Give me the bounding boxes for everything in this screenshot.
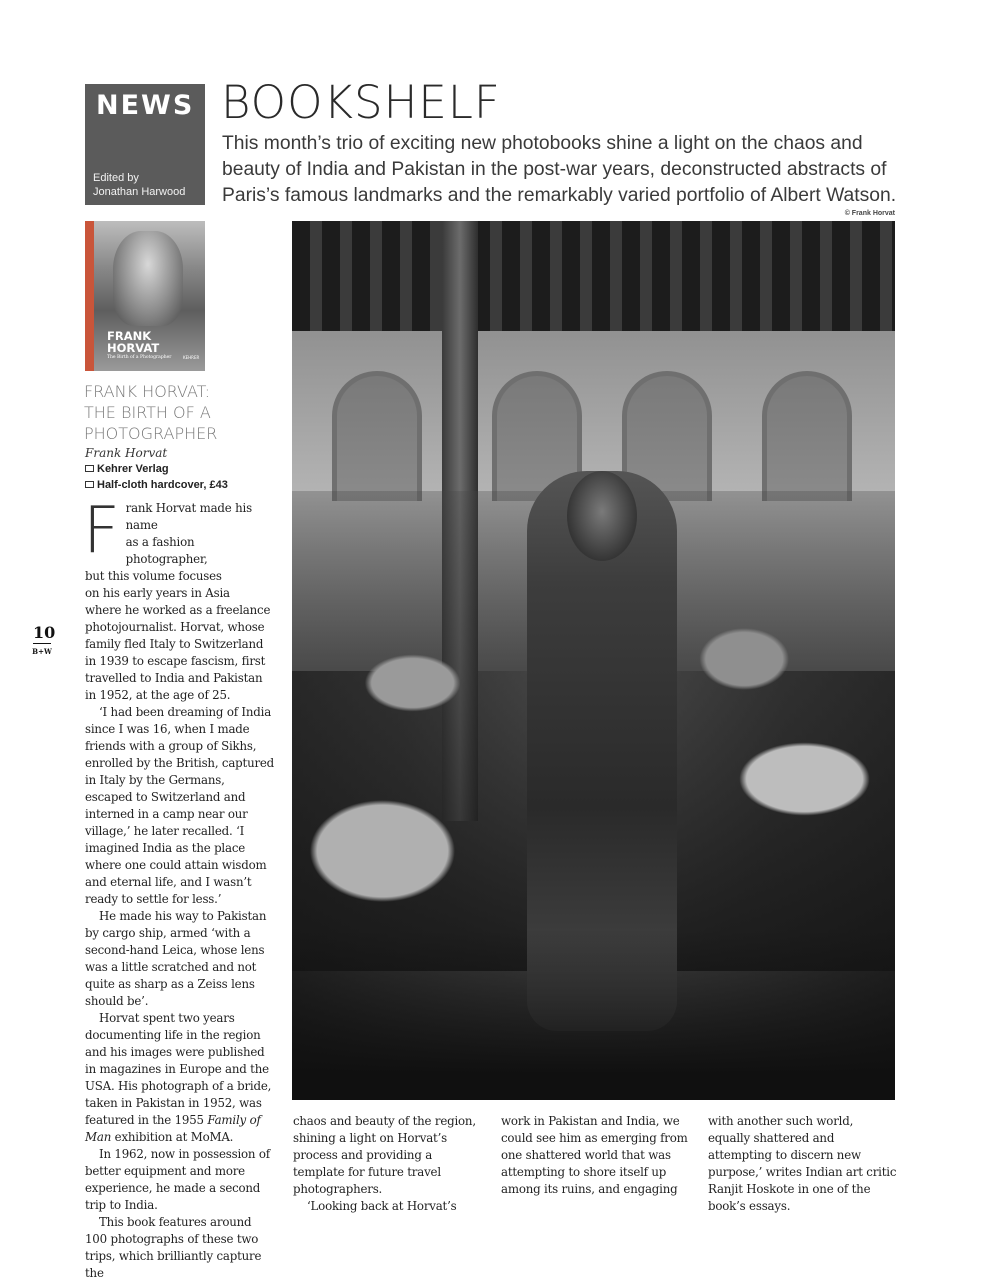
text-run: where he worked as a freelance photojournalist. Horvat, whose family fled Italy to Switzerland in 1939 to escape fascism, first travelled to India and Pakistan in 1952, at the age of 25. [85, 603, 271, 702]
photo-boy-head [567, 471, 637, 561]
edited-by-label: Edited by [93, 172, 139, 184]
cover-title-line: HORVAT [107, 341, 160, 355]
text-run: exhibition at MoMA. [111, 1130, 234, 1144]
editor-name: Jonathan Harwood [93, 186, 186, 198]
book-publisher [85, 463, 169, 475]
cover-subtitle: The Birth of a Photographer [107, 355, 172, 360]
bullet-icon [85, 481, 94, 488]
page-title: BOOKSHELF [221, 76, 501, 129]
paragraph [85, 1010, 275, 1146]
photo-arch [332, 371, 422, 501]
magazine-name: B+W [32, 647, 52, 656]
editor-credit [93, 171, 185, 199]
cover-portrait [113, 231, 183, 326]
book-author: Frank Horvat [85, 446, 168, 460]
feature-photograph [292, 221, 895, 1100]
text-run: Horvat spent two years documenting life in the region and his images were published in magazines in Europe and the USA. His photograph of a bride, taken in Pakistan in 1952, was featured in the 1955 [85, 1011, 272, 1127]
book-title-line: PHOTOGRAPHER [84, 424, 218, 443]
drop-cap: F [83, 494, 120, 568]
paragraph: work in Pakistan and India, we could see him as emerging from one shattered world that was attempting to shore itself up among its ruins, and engaging [501, 1114, 688, 1196]
paragraph: He made his way to Pakistan by cargo ship, armed ‘with a second-hand Leica, whose lens was a little scratched and not quite as sharp as a Zeiss lens should be’. [85, 909, 267, 1008]
text-line: but this volume focuses [85, 569, 222, 583]
body-column-2 [293, 1113, 483, 1215]
cover-publisher: KEHRER [183, 355, 200, 360]
paragraph: In 1962, now in possession of better equipment and more experience, he made a second trip to India. [85, 1147, 270, 1212]
text-line: on his early years in Asia [85, 586, 230, 600]
folio-divider [33, 643, 51, 644]
paragraph: ‘Looking back at Horvat’s [307, 1199, 457, 1213]
body-column-4 [708, 1113, 898, 1215]
book-format [85, 479, 228, 491]
section-badge [85, 84, 205, 205]
paragraph: with another such world, equally shattered and attempting to discern new purpose,’ writes Indian art critic Ranjit Hoskote in one of the book’s essays. [708, 1114, 897, 1213]
body-column-1 [83, 494, 275, 1280]
page-number: 10 [33, 623, 56, 642]
book-title-line: FRANK HORVAT: [84, 382, 211, 401]
cover-title [107, 330, 159, 354]
body-column-3 [501, 1113, 691, 1198]
photo-credit: © Frank Horvat [844, 210, 895, 217]
photo-ceiling [292, 221, 895, 331]
paragraph: This book features around 100 photographs of these two trips, which brilliantly capture the [85, 1215, 262, 1280]
standfirst: This month’s trio of exciting new photobooks shine a light on the chaos and beauty of India and Pakistan in the post-war years, deconstructed abstracts of Paris’s famous landmarks and the remarkably varied portfolio of Albert Watson. [222, 133, 897, 206]
book-title [84, 381, 244, 444]
book-title-line: THE BIRTH OF A [84, 403, 211, 422]
section-label: NEWS [96, 90, 195, 121]
paragraph: ‘I had been dreaming of India since I was 16, when I made friends with a group of Sikhs, enrolled by the British, captured in Italy by the Germans, escaped to Switzerland and interned in a camp near our village,’ he later recalled. ‘I imagined India as the place where one could attain wisdom and eternal life, and I wasn’t ready to settle for less.’ [85, 705, 275, 906]
text-line: as a fashion photographer, [125, 535, 208, 566]
cover-title-line: FRANK [107, 329, 152, 343]
paragraph: chaos and beauty of the region, shining a light on Horvat’s process and providing a template for future travel photographers. [293, 1114, 476, 1196]
publisher-text: Kehrer Verlag [97, 463, 169, 475]
format-text: Half-cloth hardcover, £43 [97, 479, 228, 491]
text-line: rank Horvat made his name [125, 501, 252, 532]
photo-floor [292, 930, 895, 1100]
bullet-icon [85, 465, 94, 472]
book-cover-image [85, 221, 205, 371]
photo-arch [762, 371, 852, 501]
cover-spine [85, 221, 94, 371]
text-run-italic: Family of Man [85, 1113, 261, 1144]
paragraph [83, 494, 275, 704]
